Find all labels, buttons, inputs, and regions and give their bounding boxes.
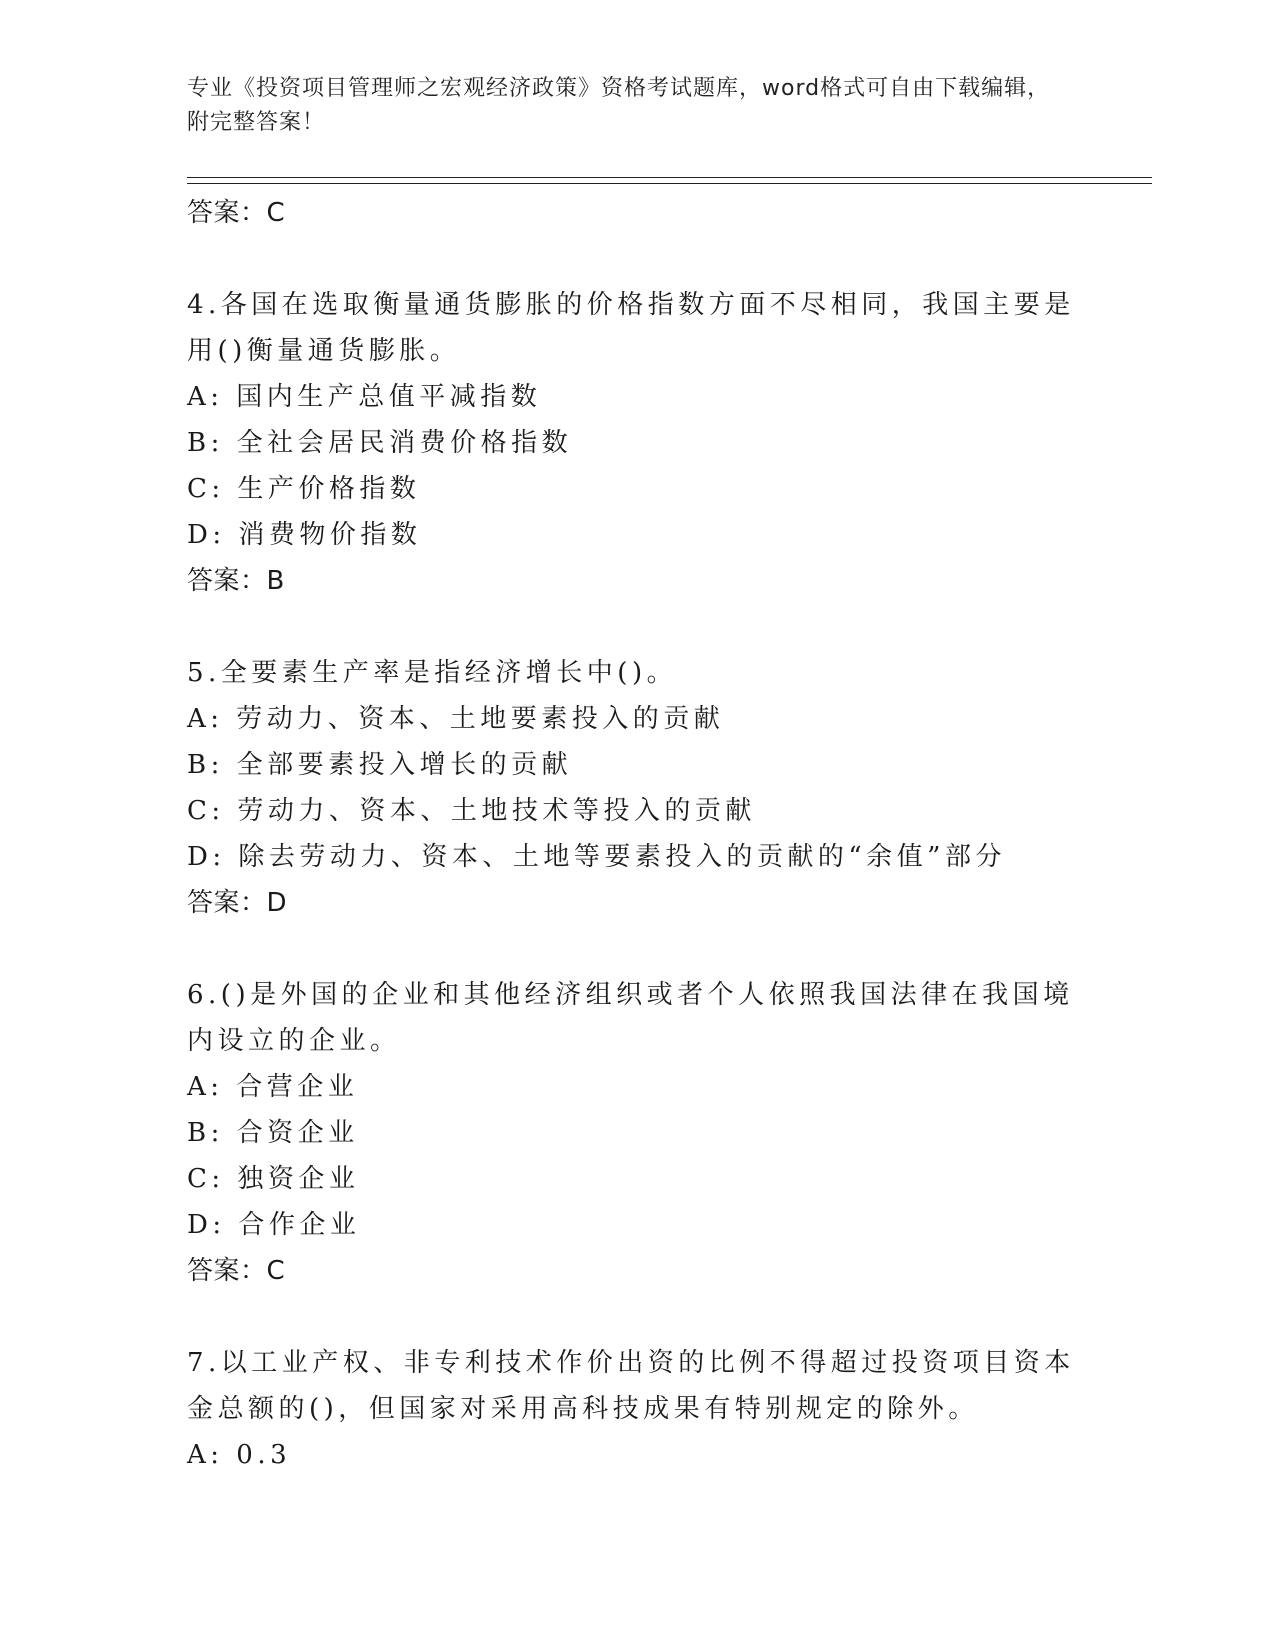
spacer — [187, 236, 1087, 282]
question-text: 7.以工业产权、非专利技术作价出资的比例不得超过投资项目资本金总额的()，但国家对采用高科技成果有特别规定的除外。 — [187, 1348, 1075, 1424]
question-text: 4.各国在选取衡量通货膨胀的价格指数方面不尽相同，我国主要是用()衡量通货膨胀。 — [187, 290, 1075, 366]
option-d: D: 除去劳动力、资本、土地等要素投入的贡献的“余值”部分 — [187, 842, 1006, 872]
question-4 — [187, 282, 1087, 604]
header-rule-bottom — [187, 183, 1152, 184]
question-7 — [187, 1340, 1087, 1478]
option-b: B: 全社会居民消费价格指数 — [187, 428, 573, 458]
answer: 答案：C — [187, 1256, 286, 1286]
spacer — [187, 926, 1087, 972]
option-a: A: 合营企业 — [187, 1072, 359, 1102]
spacer — [187, 604, 1087, 650]
question-text: 5.全要素生产率是指经济增长中()。 — [187, 658, 678, 688]
question-6 — [187, 972, 1087, 1294]
header-rule-top — [187, 177, 1152, 178]
option-c: C: 生产价格指数 — [187, 474, 421, 504]
option-c: C: 劳动力、资本、土地技术等投入的贡献 — [187, 796, 756, 826]
option-b: B: 合资企业 — [187, 1118, 359, 1148]
question-list — [187, 190, 1087, 1478]
option-c: C: 独资企业 — [187, 1164, 360, 1194]
option-a: A: 0.3 — [187, 1440, 292, 1470]
option-a: A: 劳动力、资本、土地要素投入的贡献 — [187, 704, 725, 734]
option-b: B: 全部要素投入增长的贡献 — [187, 750, 573, 780]
answer: 答案：D — [187, 888, 288, 918]
answer: 答案：B — [187, 566, 285, 596]
spacer — [187, 1294, 1087, 1340]
question-text: 6.()是外国的企业和其他经济组织或者个人依照我国法律在我国境内设立的企业。 — [187, 980, 1074, 1056]
option-a: A: 国内生产总值平减指数 — [187, 382, 542, 412]
document-header: 专业《投资项目管理师之宏观经济政策》资格考试题库，word格式可自由下载编辑，附完整答案！ — [187, 76, 1051, 135]
question-5 — [187, 650, 1087, 926]
answer-prev: 答案：C — [187, 198, 286, 228]
option-d: D: 消费物价指数 — [187, 520, 422, 550]
option-d: D: 合作企业 — [187, 1210, 361, 1240]
